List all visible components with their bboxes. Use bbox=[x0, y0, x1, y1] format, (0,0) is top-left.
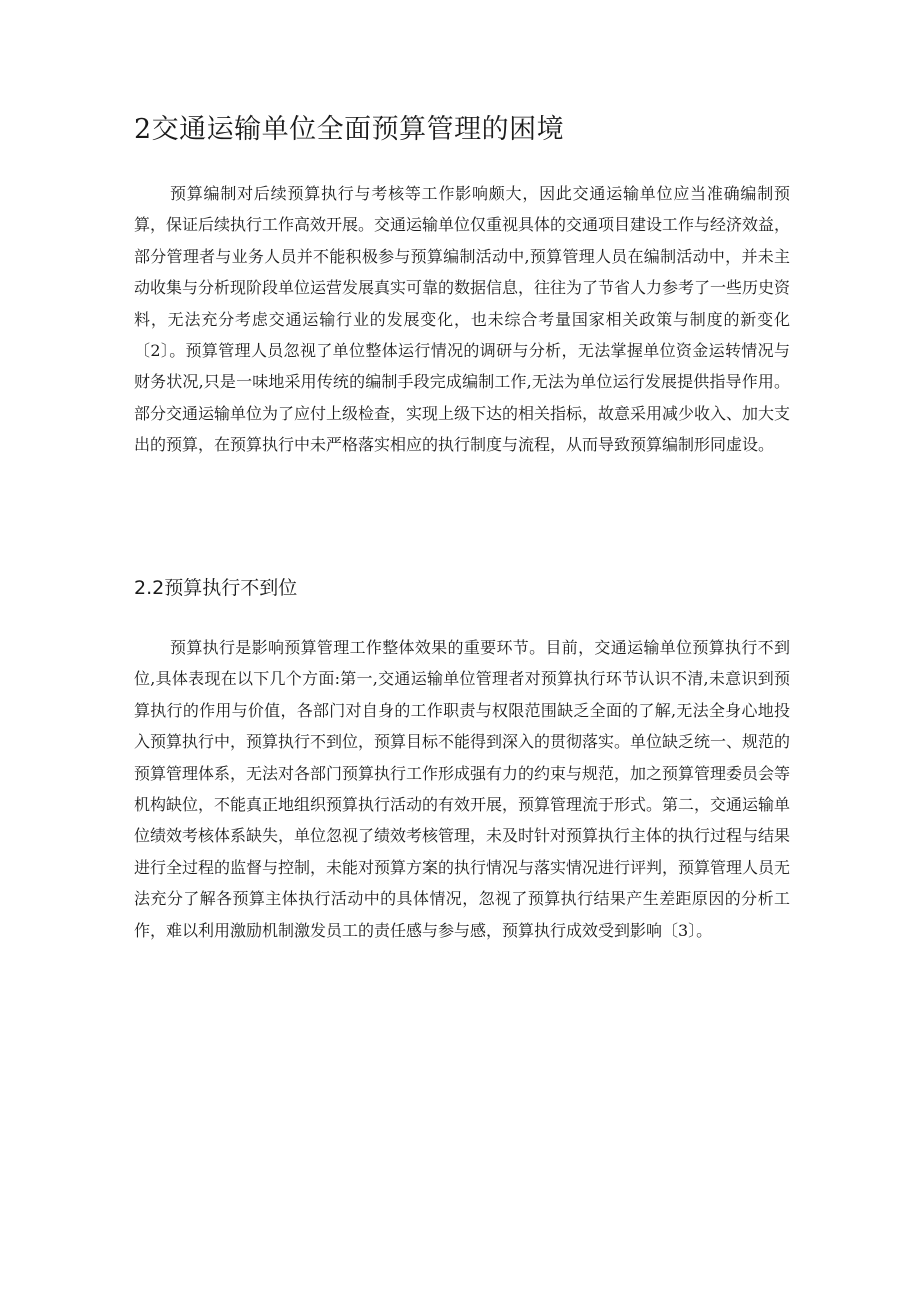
paragraph-budget-preparation: 预算编制对后续预算执行与考核等工作影响颇大，因此交通运输单位应当准确编制预算，保证后续执行工作高效开展。交通运输单位仅重视具体的交通项目建设工作与经济效益，部分管理者与业务人员并不能积极参与预算编制活动中,预算管理人员在编制活动中，并未主动收集与分析现阶段单位运营发展真实可靠的数据信息，往往为了节省人力参考了一些历史资料，无法充分考虑交通运输行业的发展变化，也未综合考量国家相关政策与制度的新变化〔2〕。预算管理人员忽视了单位整体运行情况的调研与分析，无法掌握单位资金运转情况与财务状况,只是一味地采用传统的编制手段完成编制工作,无法为单位运行发展提供指导作用。部分交通运输单位为了应付上级检查，实现上级下达的相关指标，故意采用减少收入、加大支出的预算，在预算执行中未严格落实相应的执行制度与流程，从而导致预算编制形同虚设。 bbox=[134, 184, 791, 455]
paragraph-budget-execution: 预算执行是影响预算管理工作整体效果的重要环节。目前，交通运输单位预算执行不到位,具体表现在以下几个方面:第一,交通运输单位管理者对预算执行环节认识不清,未意识到预算执行的作用与价值，各部门对自身的工作职责与权限范围缺乏全面的了解,无法全身心地投入预算执行中，预算执行不到位，预算目标不能得到深入的贯彻落实。单位缺乏统一、规范的预算管理体系，无法对各部门预算执行工作形成强有力的约束与规范，加之预算管理委员会等机构缺位，不能真正地组织预算执行活动的有效开展，预算管理流于形式。第二，交通运输单位绩效考核体系缺失，单位忽视了绩效考核管理，未及时针对预算执行主体的执行过程与结果进行全过程的监督与控制，未能对预算方案的执行情况与落实情况进行评判，预算管理人员无法充分了解各预算主体执行活动中的具体情况，忽视了预算执行结果产生差距原因的分析工作，难以利用激励机制激发员工的责任感与参与感，预算执行成效受到影响〔3〕。 bbox=[134, 638, 791, 940]
section-heading: 2交通运输单位全面预算管理的困境 bbox=[134, 114, 565, 145]
subsection-heading: 2.2预算执行不到位 bbox=[134, 577, 298, 599]
